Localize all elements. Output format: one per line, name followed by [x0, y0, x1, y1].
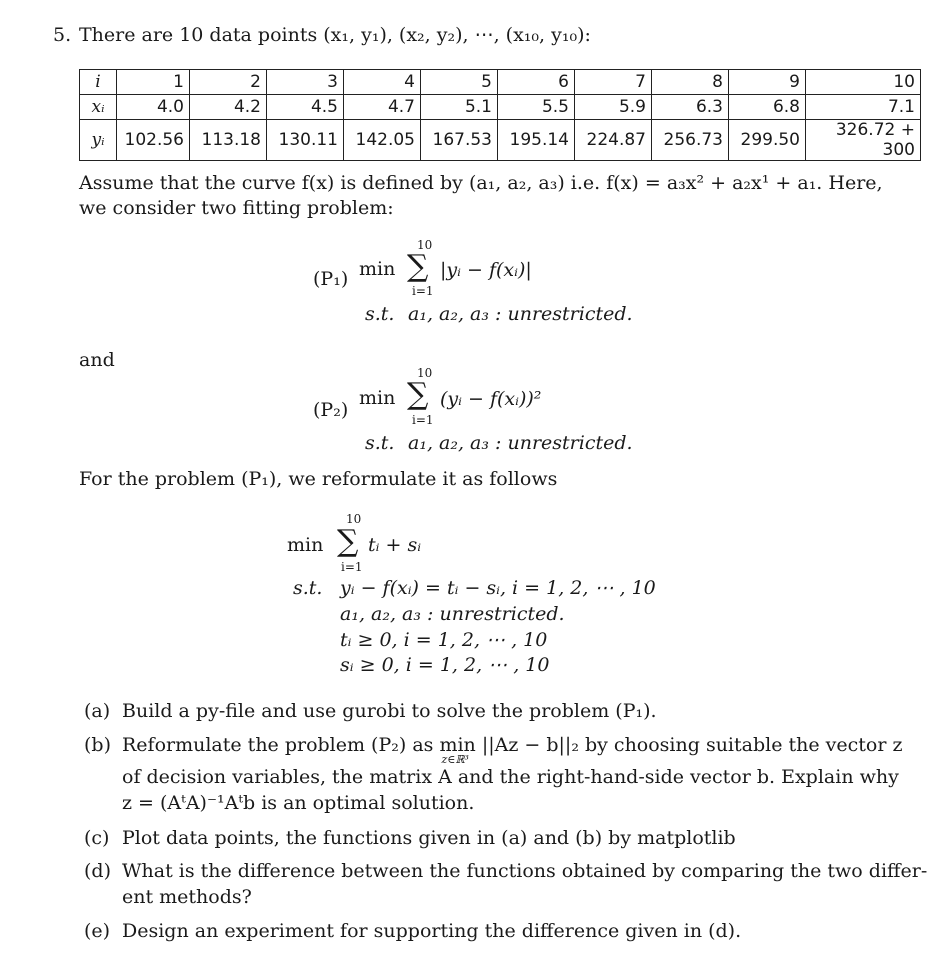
table-cell: 299.50: [729, 120, 806, 161]
part-e-text: Design an experiment for supporting the difference given in (d).: [122, 920, 742, 942]
p2-label: (P₂): [313, 399, 349, 421]
p1-sum-lower: i=1: [412, 284, 434, 298]
row-label-x: xᵢ: [80, 95, 117, 120]
part-b-text-2: of decision variables, the matrix A and the right-hand-side vector b. Explain why: [122, 766, 899, 788]
table-cell: 6.3: [652, 95, 729, 120]
problem-number: 5.: [53, 24, 72, 46]
p2-sum-upper: 10: [417, 366, 433, 380]
reform-sum-lower: i=1: [341, 560, 363, 574]
row-label-y: yᵢ: [80, 120, 117, 161]
p2-st: s.t.: [365, 432, 395, 454]
table-cell: 6: [498, 70, 575, 95]
reform-st: s.t.: [293, 577, 323, 599]
reform-min: min: [287, 534, 324, 556]
p2-sigma: ∑: [407, 377, 429, 412]
p1-sigma: ∑: [407, 249, 429, 284]
table-row-y: [80, 120, 921, 161]
p2-sum-lower: i=1: [412, 413, 434, 427]
table-cell: 102.56: [117, 120, 190, 161]
table-cell: 7: [575, 70, 652, 95]
table-cell: 4.7: [344, 95, 421, 120]
reform-constraint-4: sᵢ ≥ 0, i = 1, 2, ⋯ , 10: [340, 654, 550, 676]
p1-sum-upper: 10: [417, 238, 433, 252]
table-row-x: [80, 95, 921, 120]
part-a-label: (a): [84, 700, 111, 722]
table-cell: 167.53: [421, 120, 498, 161]
table-cell: 1: [117, 70, 190, 95]
table-cell: 2: [190, 70, 267, 95]
table-cell: 130.11: [267, 120, 344, 161]
part-c-text: Plot data points, the functions given in (a) and (b) by matplotlib: [122, 827, 736, 849]
table-cell: 5.9: [575, 95, 652, 120]
table-cell: 326.72 + 300: [806, 120, 921, 161]
table-row-index: [80, 70, 921, 95]
table-cell: 8: [652, 70, 729, 95]
table-cell: 5.5: [498, 95, 575, 120]
assume-line-2: we consider two fitting problem:: [79, 197, 394, 219]
reform-constraint-3: tᵢ ≥ 0, i = 1, 2, ⋯ , 10: [340, 629, 548, 651]
assume-line-1: Assume that the curve f(x) is defined by (a₁, a₂, a₃) i.e. f(x) = a₃x² + a₂x¹ + a₁. Here,: [79, 172, 883, 194]
reformulate-text: For the problem (P₁), we reformulate it as follows: [79, 468, 558, 490]
reform-constraint-1: yᵢ − f(xᵢ) = tᵢ − sᵢ, i = 1, 2, ⋯ , 10: [340, 577, 656, 599]
table-cell: 113.18: [190, 120, 267, 161]
table-cell: 256.73: [652, 120, 729, 161]
part-b-text-1: [122, 734, 903, 766]
part-b-min-subscript: z∈ℝ³: [441, 753, 469, 766]
table-cell: 4.2: [190, 95, 267, 120]
p1-min: min: [359, 258, 396, 280]
table-cell: 5.1: [421, 95, 498, 120]
reform-sum-upper: 10: [346, 512, 362, 526]
p2-min: min: [359, 387, 396, 409]
part-d-text-2: ent methods?: [122, 886, 252, 908]
table-cell: 5: [421, 70, 498, 95]
part-b-text-1-pre: Reformulate the problem (P₂) as: [122, 734, 440, 756]
part-b-min-word: min: [439, 734, 476, 756]
reform-constraint-2: a₁, a₂, a₃ : unrestricted.: [340, 603, 565, 625]
table-cell: 3: [267, 70, 344, 95]
part-c-label: (c): [84, 827, 110, 849]
p1-objective: |yᵢ − f(xᵢ)|: [440, 259, 532, 281]
data-table: [79, 69, 921, 161]
table-cell: 9: [729, 70, 806, 95]
and-word: and: [79, 349, 115, 371]
table-cell: 7.1: [806, 95, 921, 120]
table-cell: 224.87: [575, 120, 652, 161]
table-cell: 142.05: [344, 120, 421, 161]
p1-constraint: a₁, a₂, a₃ : unrestricted.: [408, 303, 633, 325]
part-b-label: (b): [84, 734, 111, 756]
table-cell: 4: [344, 70, 421, 95]
part-d-text-1: What is the difference between the functions obtained by comparing the two differ-: [122, 860, 928, 882]
reform-sigma: ∑: [337, 524, 359, 559]
part-d-label: (d): [84, 860, 111, 882]
p1-label: (P₁): [313, 268, 349, 290]
p1-st: s.t.: [365, 303, 395, 325]
row-label-i: i: [80, 70, 117, 95]
table-cell: 4.5: [267, 95, 344, 120]
table-cell: 6.8: [729, 95, 806, 120]
p2-objective: (yᵢ − f(xᵢ))²: [440, 388, 542, 410]
part-b-min: [439, 734, 476, 766]
part-b-text-3: z = (AᵗA)⁻¹Aᵗb is an optimal solution.: [122, 792, 475, 814]
table-cell: 195.14: [498, 120, 575, 161]
table-cell: 4.0: [117, 95, 190, 120]
table-cell: 10: [806, 70, 921, 95]
problem-intro: There are 10 data points (x₁, y₁), (x₂, y₂), ⋯, (x₁₀, y₁₀):: [79, 24, 591, 46]
part-b-text-1-post: ||Az − b||₂ by choosing suitable the vector z: [475, 734, 903, 756]
part-a-text: Build a py-file and use gurobi to solve the problem (P₁).: [122, 700, 657, 722]
p2-constraint: a₁, a₂, a₃ : unrestricted.: [408, 432, 633, 454]
reform-objective: tᵢ + sᵢ: [368, 534, 422, 556]
part-e-label: (e): [84, 920, 111, 942]
